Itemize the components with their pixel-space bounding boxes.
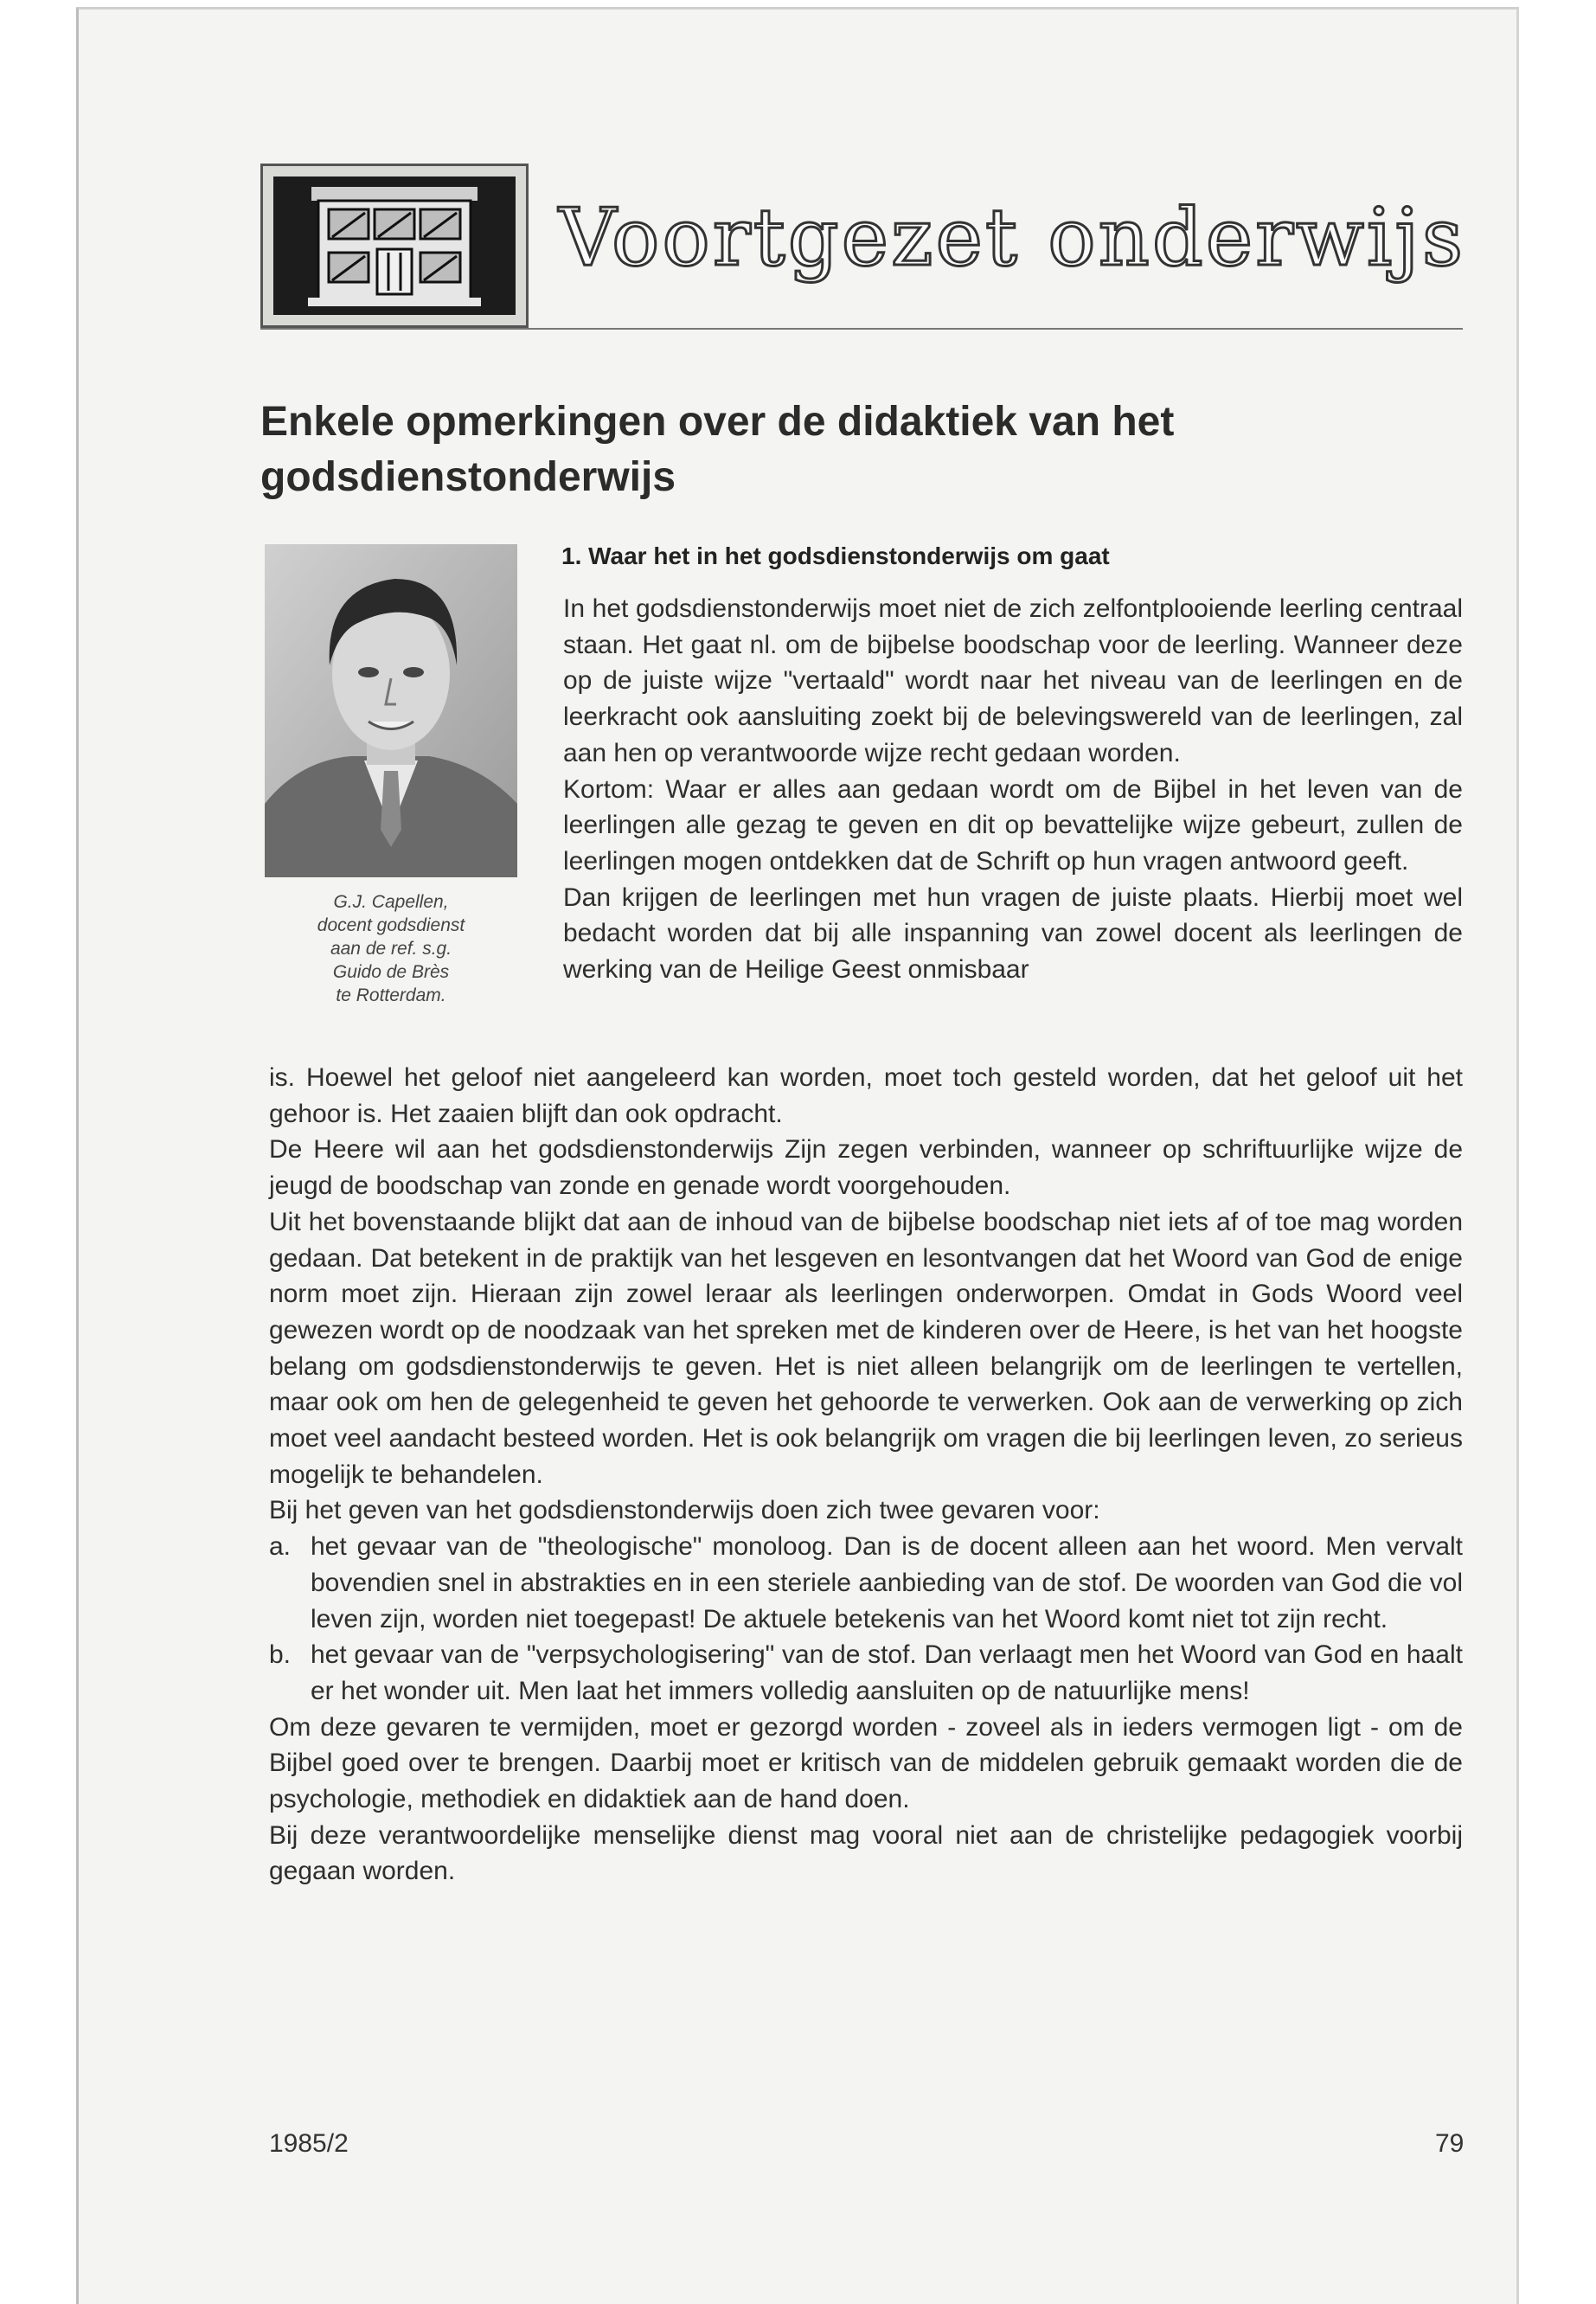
building-drawing [273, 176, 516, 315]
list-label: a. [269, 1532, 292, 1562]
narrow-text-column [563, 591, 1463, 988]
caption-line: Guido de Brès [332, 962, 450, 982]
list-label: b. [269, 1640, 292, 1670]
header-rule [260, 328, 1463, 330]
list-item [269, 1637, 1463, 1709]
author-photo [265, 544, 517, 877]
paragraph: In het godsdienstonderwijs moet niet de zich zelfontplooiende leerling centraal staan. Het gaat nl. om de bijbelse boodschap voor de leerling. Wanneer deze op de juiste wijze "vertaald" wordt naar het niveau van de leerlingen en de leerkracht ook aansluiting zoekt bij de belevingswereld van de leerlingen, zal aan hen op verantwoorde wijze recht gedaan worden. [563, 594, 1463, 767]
list-text: het gevaar van de "theologische" monoloog. Dan is de docent alleen aan het woord. Men vervalt bovendien snel in abstrakties en in een steriele aanbieding van de stof. De woorden van God die vol leven zijn, worden niet toegepast! De aktuele betekenis van het Woord komt niet tot zijn recht. [311, 1532, 1463, 1633]
full-width-text [269, 1060, 1463, 1890]
page-number: 79 [1435, 2129, 1465, 2158]
issue-number: 1985/2 [269, 2129, 349, 2158]
portrait-drawing [265, 544, 517, 877]
caption-line: G.J. Capellen, [333, 892, 449, 912]
list-item [269, 1529, 1463, 1637]
paragraph: is. Hoewel het geloof niet aangeleerd kan worden, moet toch gesteld worden, dat het geloof uit het gehoor is. Het zaaien blijft dan ook opdracht. [269, 1063, 1463, 1128]
caption-line: te Rotterdam. [336, 985, 446, 1005]
school-building-logo [260, 164, 529, 328]
paragraph: Om deze gevaren te vermijden, moet er gezorgd worden - zoveel als in ieders vermogen ligt - om de Bijbel goed over te brengen. Daarbij moet er kritisch van de middelen gebruik gemaakt worden die de psychologie, methodiek en didaktiek aan de hand doen. [269, 1712, 1463, 1814]
school-building-icon [273, 176, 516, 315]
photo-caption [265, 890, 517, 1007]
caption-line: docent godsdienst [317, 915, 465, 935]
list-text: het gevaar van de "verpsychologisering" van de stof. Dan verlaagt men het Woord van God en haalt er het wonder uit. Men laat het immers volledig aansluiten op de natuurlijke mens! [311, 1640, 1463, 1705]
page [76, 7, 1519, 2304]
caption-line: aan de ref. s.g. [330, 939, 452, 959]
article-headline: Enkele opmerkingen over de didaktiek van het godsdienstonderwijs [260, 399, 1175, 500]
section-subheading: 1. Waar het in het godsdienstonderwijs om gaat [561, 542, 1110, 569]
paragraph: Dan krijgen de leerlingen met hun vragen de juiste plaats. Hierbij moet wel bedacht worden dat bij alle inspanning van zowel docent als leerlingen de werking van de Heilige Geest onmisbaar [563, 882, 1463, 985]
paragraph: Bij deze verantwoordelijke menselijke dienst mag vooral niet aan de christelijke pedagogiek voorbij gegaan worden. [269, 1820, 1463, 1886]
paragraph: Bij het geven van het godsdienstonderwijs doen zich twee gevaren voor: [269, 1496, 1100, 1525]
paragraph: De Heere wil aan het godsdienstonderwijs Zijn zegen verbinden, wanneer op schriftuurlijke wijze de jeugd de boodschap van zonde en genade wordt voorgehouden. [269, 1135, 1463, 1201]
paragraph: Uit het bovenstaande blijkt dat aan de inhoud van de bijbelse boodschap niet iets af of toe mag worden gedaan. Dat betekent in de praktijk van het lesgeven en lesontvangen dat het Woord van God de enige norm moet zijn. Hieraan zijn zowel leraar als leerlingen onderworpen. Omdat in Gods Woord veel gewezen wordt op de noodzaak van het spreken met de kinderen over de Heere, is het van het hoogste belang om godsdienstonderwijs te geven. Het is niet alleen belangrijk om de leerlingen te vertellen, maar ook om hen de gelegenheid te geven het gehoorde te verwerken. Ook aan de verwerking op zich moet veel aandacht besteed worden. Het is ook belangrijk om vragen die bij leerlingen leven, zo serieus mogelijk te behandelen. [269, 1207, 1463, 1489]
section-title: Voortgezet onderwijs [559, 191, 1466, 284]
paragraph: Kortom: Waar er alles aan gedaan wordt om de Bijbel in het leven van de leerlingen alle gezag te geven en dit op bevattelijke wijze gebeurt, zullen de leerlingen mogen ontdekken dat de Schrift op hun vragen antwoord geeft. [563, 774, 1463, 876]
